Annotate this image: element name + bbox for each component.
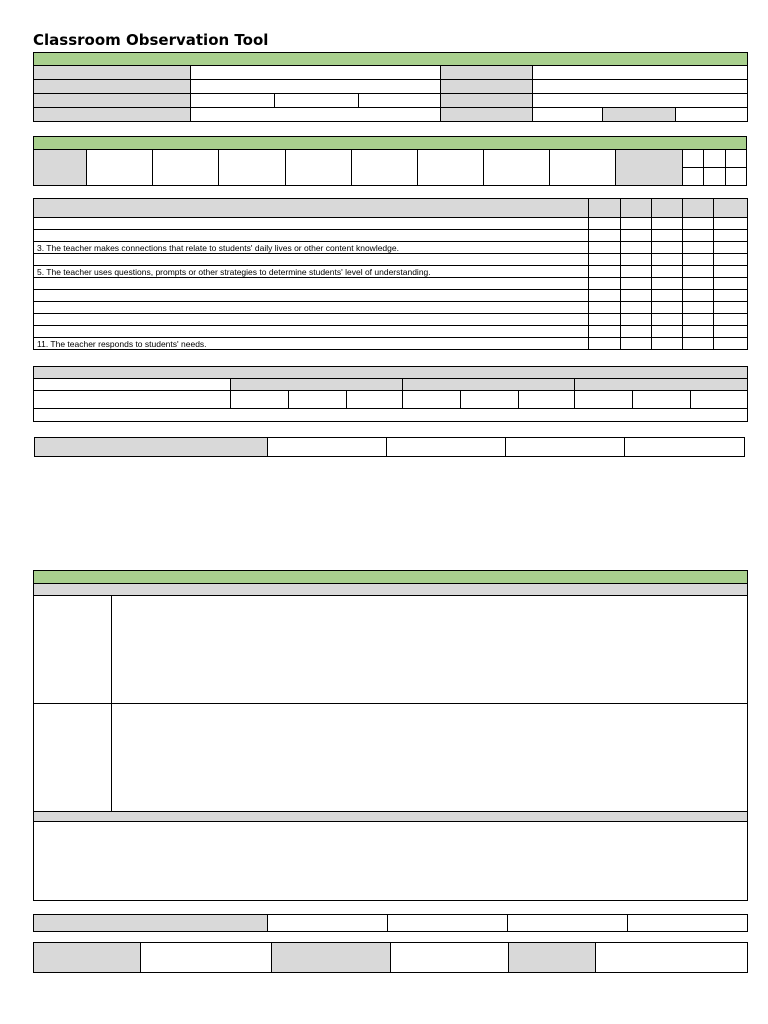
section-header-feedback <box>34 571 748 584</box>
rating-cell[interactable] <box>652 302 683 314</box>
rating-header <box>683 199 714 218</box>
input-cell[interactable] <box>575 391 633 409</box>
rating-cell[interactable] <box>652 278 683 290</box>
indicator-text <box>34 314 589 326</box>
feedback-table <box>33 570 748 901</box>
rating-cell[interactable] <box>652 242 683 254</box>
comments-textarea[interactable] <box>34 822 748 901</box>
feedback-label <box>34 596 112 704</box>
table-row <box>34 278 748 290</box>
bottom-row-table <box>33 914 748 932</box>
rating-cell[interactable] <box>652 338 683 350</box>
label-cell <box>35 438 268 457</box>
label-cell <box>34 108 191 122</box>
rating-header <box>621 199 652 218</box>
rating-cell[interactable] <box>683 338 714 350</box>
check-cell[interactable] <box>725 150 746 168</box>
rating-cell[interactable] <box>714 314 748 326</box>
input-cell[interactable] <box>506 438 625 457</box>
table-row <box>34 266 748 278</box>
rating-cell[interactable] <box>589 242 621 254</box>
group-header <box>575 379 748 391</box>
notes-row[interactable] <box>34 409 748 422</box>
label-cell <box>34 943 141 973</box>
subheader <box>34 584 748 596</box>
indicator-text <box>34 254 589 266</box>
input-cell[interactable] <box>550 150 616 186</box>
label-cell <box>34 94 191 108</box>
rating-cell[interactable] <box>589 326 621 338</box>
input-cell[interactable] <box>403 391 461 409</box>
input-cell[interactable] <box>625 438 745 457</box>
rating-cell[interactable] <box>683 266 714 278</box>
input-cell[interactable] <box>533 66 748 80</box>
rating-cell[interactable] <box>714 326 748 338</box>
rating-cell[interactable] <box>589 314 621 326</box>
indicator-text: 5. The teacher uses questions, prompts or other strategies to determine students' level of understanding. <box>34 266 589 278</box>
indicator-text: 3. The teacher makes connections that relate to students' daily lives or other content knowledge. <box>34 242 589 254</box>
rating-cell[interactable] <box>714 278 748 290</box>
input-cell[interactable] <box>285 150 351 186</box>
input-cell[interactable] <box>347 391 403 409</box>
input-cell[interactable] <box>691 391 748 409</box>
signature-input[interactable] <box>141 943 272 973</box>
rating-header <box>714 199 748 218</box>
input-cell[interactable] <box>533 80 748 94</box>
rating-cell[interactable] <box>652 290 683 302</box>
feedback-textarea[interactable] <box>112 596 748 704</box>
rating-cell[interactable] <box>621 302 652 314</box>
input-cell[interactable] <box>351 150 417 186</box>
rating-cell[interactable] <box>621 278 652 290</box>
rating-cell[interactable] <box>652 254 683 266</box>
indicator-text <box>34 218 589 230</box>
indicator-text <box>34 278 589 290</box>
input-cell[interactable] <box>676 108 748 122</box>
rating-cell[interactable] <box>589 290 621 302</box>
label-cell <box>509 943 596 973</box>
rating-cell[interactable] <box>714 290 748 302</box>
input-cell[interactable] <box>484 150 550 186</box>
rating-cell[interactable] <box>683 254 714 266</box>
rating-header <box>652 199 683 218</box>
rating-cell[interactable] <box>621 314 652 326</box>
rating-cell[interactable] <box>652 218 683 230</box>
indicator-header <box>34 199 589 218</box>
group-header <box>231 379 403 391</box>
page-title: Classroom Observation Tool <box>33 31 269 49</box>
rating-cell[interactable] <box>621 218 652 230</box>
group-header <box>403 379 575 391</box>
input-cell[interactable] <box>268 915 388 932</box>
rating-cell[interactable] <box>683 218 714 230</box>
table-row <box>34 314 748 326</box>
rating-cell[interactable] <box>621 290 652 302</box>
rating-cell[interactable] <box>589 278 621 290</box>
input-cell[interactable] <box>289 391 347 409</box>
indicator-text: 11. The teacher responds to students' needs. <box>34 338 589 350</box>
label-cell <box>616 150 682 186</box>
rating-cell[interactable] <box>621 230 652 242</box>
label-cell <box>34 150 87 186</box>
input-cell[interactable] <box>519 391 575 409</box>
input-cell[interactable] <box>191 108 441 122</box>
check-cell[interactable] <box>682 168 703 186</box>
indicator-text <box>34 230 589 242</box>
section-header-grouping <box>34 367 748 379</box>
table-row <box>34 242 748 254</box>
rating-cell[interactable] <box>714 242 748 254</box>
rating-cell[interactable] <box>683 314 714 326</box>
input-cell[interactable] <box>219 150 285 186</box>
grouping-label <box>34 379 231 391</box>
label-cell <box>34 915 268 932</box>
label-cell <box>441 80 533 94</box>
table-row <box>34 302 748 314</box>
input-cell[interactable] <box>231 391 289 409</box>
general-info-table <box>33 52 748 122</box>
rating-cell[interactable] <box>714 266 748 278</box>
rating-cell[interactable] <box>589 218 621 230</box>
rating-cell[interactable] <box>714 218 748 230</box>
label-cell <box>441 66 533 80</box>
label-cell <box>34 66 191 80</box>
rating-cell[interactable] <box>621 326 652 338</box>
table-row <box>34 254 748 266</box>
rating-cell[interactable] <box>683 326 714 338</box>
rating-cell[interactable] <box>621 266 652 278</box>
table-row <box>34 326 748 338</box>
rating-cell[interactable] <box>652 314 683 326</box>
input-cell[interactable] <box>533 108 603 122</box>
feedback-label <box>34 704 112 812</box>
check-cell[interactable] <box>703 168 725 186</box>
grouping-table <box>33 366 748 422</box>
input-cell[interactable] <box>388 915 508 932</box>
rating-cell[interactable] <box>652 326 683 338</box>
table-row <box>34 218 748 230</box>
rating-cell[interactable] <box>714 254 748 266</box>
rating-cell[interactable] <box>652 230 683 242</box>
subheader <box>34 812 748 822</box>
input-cell[interactable] <box>461 391 519 409</box>
input-cell[interactable] <box>191 94 275 108</box>
rating-cell[interactable] <box>683 302 714 314</box>
indicator-text <box>34 302 589 314</box>
rating-cell[interactable] <box>652 266 683 278</box>
signature-input[interactable] <box>391 943 509 973</box>
label-cell <box>34 80 191 94</box>
input-cell[interactable] <box>268 438 387 457</box>
rating-cell[interactable] <box>589 230 621 242</box>
rating-cell[interactable] <box>621 242 652 254</box>
check-cell[interactable] <box>682 150 703 168</box>
table-row <box>34 290 748 302</box>
rating-cell[interactable] <box>683 290 714 302</box>
rating-cell[interactable] <box>589 266 621 278</box>
input-cell[interactable] <box>417 150 483 186</box>
check-cell[interactable] <box>725 168 746 186</box>
label-cell <box>441 94 533 108</box>
label-cell <box>441 108 533 122</box>
indicator-text <box>34 290 589 302</box>
input-cell[interactable] <box>633 391 691 409</box>
input-cell[interactable] <box>87 150 153 186</box>
rating-cell[interactable] <box>621 338 652 350</box>
counts-table <box>33 136 747 186</box>
input-cell[interactable] <box>191 66 441 80</box>
input-cell[interactable] <box>191 80 441 94</box>
rating-cell[interactable] <box>589 338 621 350</box>
input-cell[interactable] <box>153 150 219 186</box>
input-cell[interactable] <box>508 915 628 932</box>
label-cell <box>603 108 676 122</box>
rating-cell[interactable] <box>714 302 748 314</box>
input-cell[interactable] <box>387 438 506 457</box>
section-header-general <box>34 53 748 66</box>
rating-cell[interactable] <box>714 230 748 242</box>
input-cell[interactable] <box>628 915 748 932</box>
table-row <box>34 338 748 350</box>
rating-header <box>589 199 621 218</box>
section-header-counts <box>34 137 747 150</box>
indicators-table <box>33 198 748 350</box>
date-input[interactable] <box>596 943 748 973</box>
rating-cell[interactable] <box>683 278 714 290</box>
grouping-label <box>34 391 231 409</box>
input-cell[interactable] <box>533 94 748 108</box>
indicator-text <box>34 326 589 338</box>
rating-cell[interactable] <box>683 242 714 254</box>
rating-cell[interactable] <box>589 254 621 266</box>
label-cell <box>272 943 391 973</box>
signature-table <box>33 942 748 973</box>
input-cell[interactable] <box>275 94 359 108</box>
table-row <box>34 230 748 242</box>
rating-cell[interactable] <box>589 302 621 314</box>
check-cell[interactable] <box>703 150 725 168</box>
summary-row-table <box>34 437 745 457</box>
rating-cell[interactable] <box>683 230 714 242</box>
rating-cell[interactable] <box>621 254 652 266</box>
rating-cell[interactable] <box>714 338 748 350</box>
input-cell[interactable] <box>359 94 441 108</box>
feedback-textarea[interactable] <box>112 704 748 812</box>
